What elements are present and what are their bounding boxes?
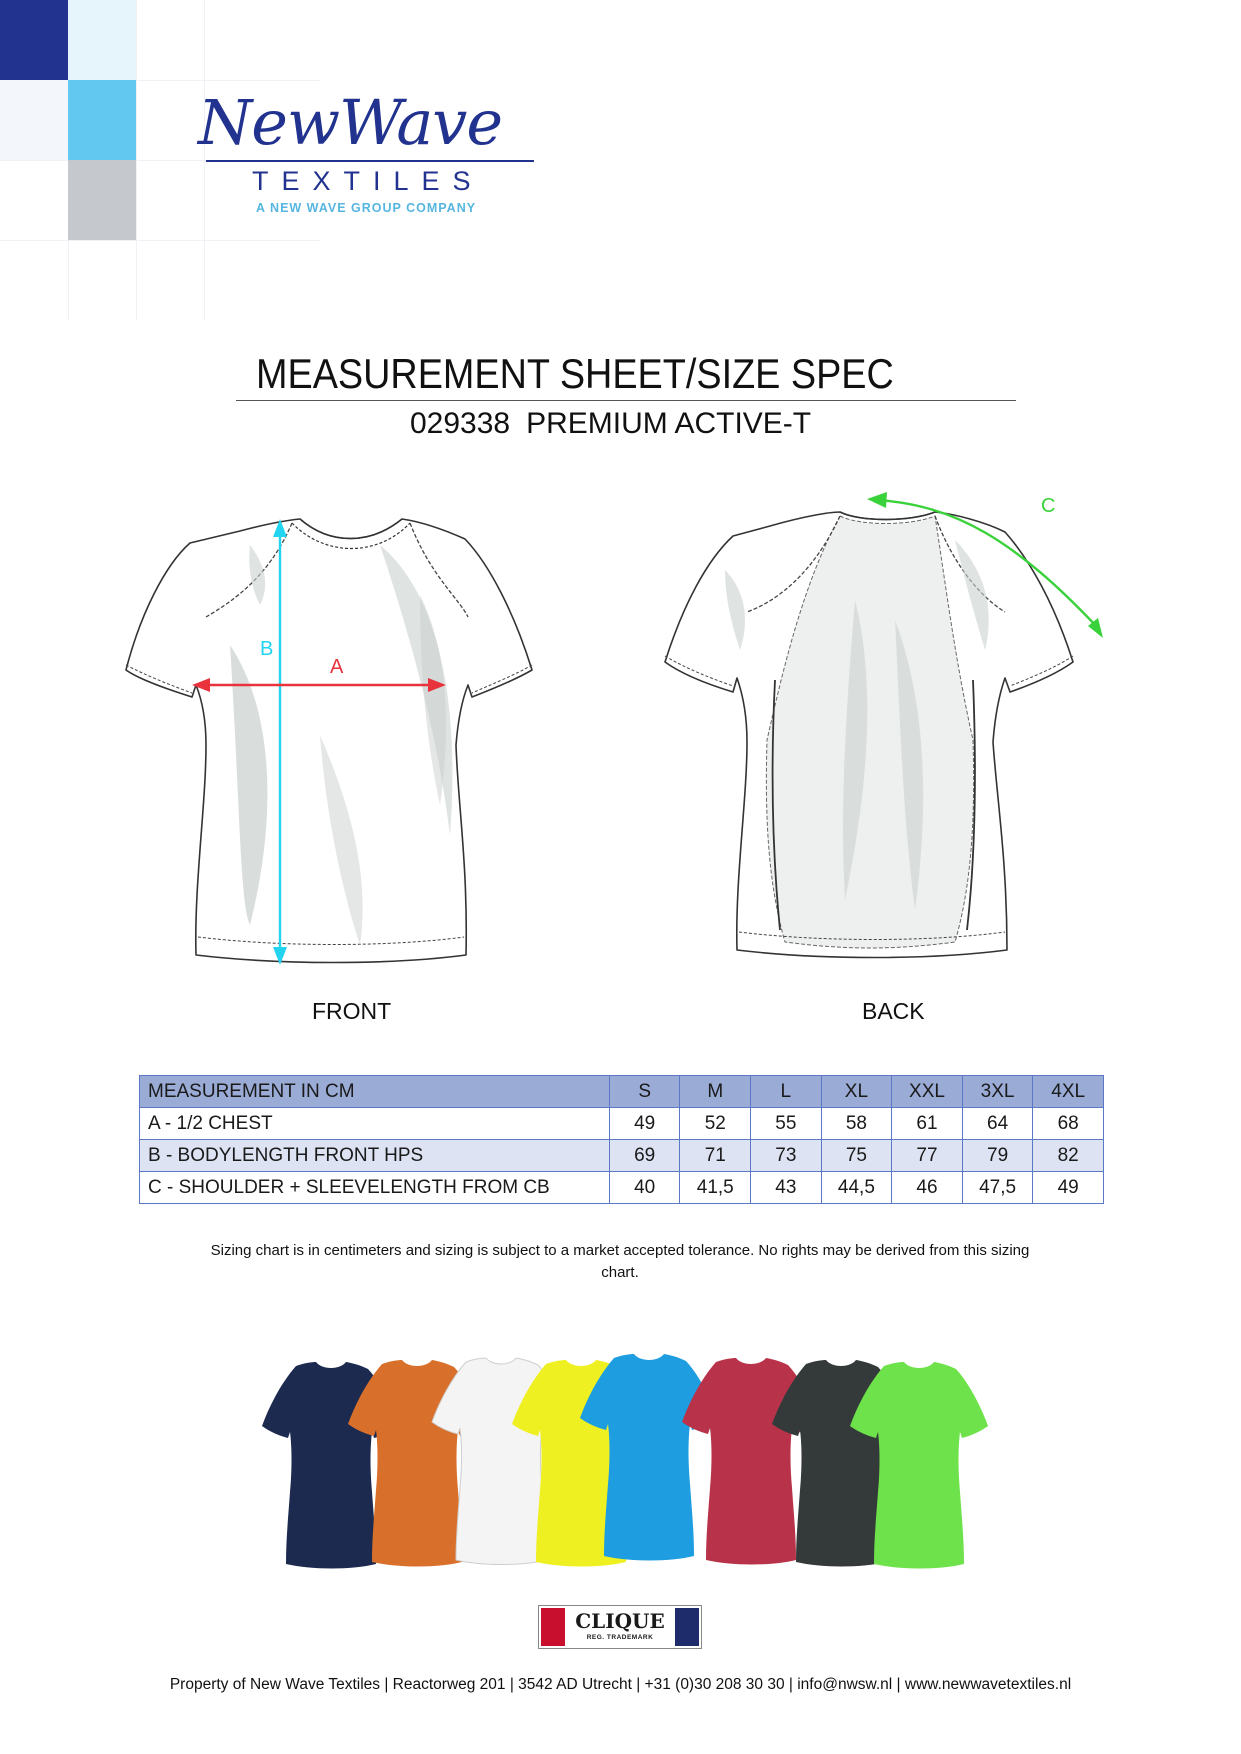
title-divider — [236, 400, 1016, 401]
back-label: BACK — [862, 998, 925, 1024]
table-header-cell: 3XL — [962, 1076, 1033, 1108]
deco-square-blue — [0, 0, 68, 80]
table-header-cell: S — [609, 1076, 680, 1108]
product-name: PREMIUM ACTIVE-T — [526, 407, 812, 440]
clique-logo-wordmark: CLIQUE — [575, 1609, 665, 1633]
footer-contact: Property of New Wave Textiles | Reactorweg 201 | 3542 AD Utrecht | +31 (0)30 208 30 30 | info@nwsw.nl | www.newwavetextiles.nl — [169, 1676, 1072, 1693]
page-title: MEASUREMENT SHEET/SIZE SPEC — [256, 350, 894, 397]
table-cell: 52 — [680, 1108, 751, 1140]
table-cell: B - BODYLENGTH FRONT HPS — [140, 1140, 610, 1172]
table-header-cell: XL — [821, 1076, 892, 1108]
table-cell: 64 — [962, 1108, 1033, 1140]
table-header-cell: 4XL — [1033, 1076, 1104, 1108]
table-cell: 79 — [962, 1140, 1033, 1172]
front-label: FRONT — [312, 998, 392, 1024]
table-cell: 55 — [751, 1108, 822, 1140]
marker-c-label: C — [1041, 495, 1056, 517]
table-cell: 46 — [892, 1172, 963, 1204]
table-cell: 82 — [1033, 1140, 1104, 1172]
table-cell: 58 — [821, 1108, 892, 1140]
deco-square-pale — [0, 80, 68, 160]
marker-b-label: B — [260, 638, 274, 660]
table-cell: 71 — [680, 1140, 751, 1172]
clique-logo — [538, 1605, 702, 1649]
deco-square-grey — [68, 160, 136, 240]
marker-a-label: A — [330, 656, 344, 678]
brand-logo-tagline: A NEW WAVE GROUP COMPANY — [256, 201, 477, 215]
table-row — [140, 1108, 1104, 1140]
table-header-cell: MEASUREMENT IN CM — [140, 1076, 610, 1108]
product-heading — [410, 407, 811, 441]
table-row — [140, 1140, 1104, 1172]
table-cell: 47,5 — [962, 1172, 1033, 1204]
table-cell: 73 — [751, 1140, 822, 1172]
deco-square-light — [68, 0, 136, 80]
clique-logo-trademark: REG. TRADEMARK — [586, 1634, 654, 1641]
table-header-cell: XXL — [892, 1076, 963, 1108]
back-tshirt-diagram — [655, 480, 1125, 970]
table-cell: 49 — [1033, 1172, 1104, 1204]
sizing-disclaimer: Sizing chart is in centimeters and sizing is subject to a market accepted tolerance. No rights may be derived from this sizing chart. — [210, 1242, 1030, 1281]
table-row — [140, 1172, 1104, 1204]
table-cell: 41,5 — [680, 1172, 751, 1204]
table-header-cell: L — [751, 1076, 822, 1108]
size-spec-table — [139, 1075, 1104, 1204]
brand-logo-rule — [206, 160, 534, 162]
front-tshirt-diagram — [120, 505, 560, 975]
table-cell: 69 — [609, 1140, 680, 1172]
product-code: 029338 — [410, 407, 511, 440]
color-swatch-row — [256, 1350, 996, 1570]
clique-logo-blue-bar — [675, 1608, 699, 1646]
table-header-cell: M — [680, 1076, 751, 1108]
table-cell: 44,5 — [821, 1172, 892, 1204]
table-cell: 61 — [892, 1108, 963, 1140]
table-cell: 77 — [892, 1140, 963, 1172]
table-cell: A - 1/2 CHEST — [140, 1108, 610, 1140]
table-cell: C - SHOULDER + SLEEVELENGTH FROM CB — [140, 1172, 610, 1204]
table-cell: 68 — [1033, 1108, 1104, 1140]
brand-logo-wordmark: NewWave — [198, 86, 503, 159]
clique-logo-red-bar — [541, 1608, 565, 1646]
table-cell: 49 — [609, 1108, 680, 1140]
table-header-row — [140, 1076, 1104, 1108]
brand-logo-sub: TEXTILES — [252, 166, 484, 196]
deco-square-cyan — [68, 80, 136, 160]
table-cell: 40 — [609, 1172, 680, 1204]
table-cell: 75 — [821, 1140, 892, 1172]
table-cell: 43 — [751, 1172, 822, 1204]
